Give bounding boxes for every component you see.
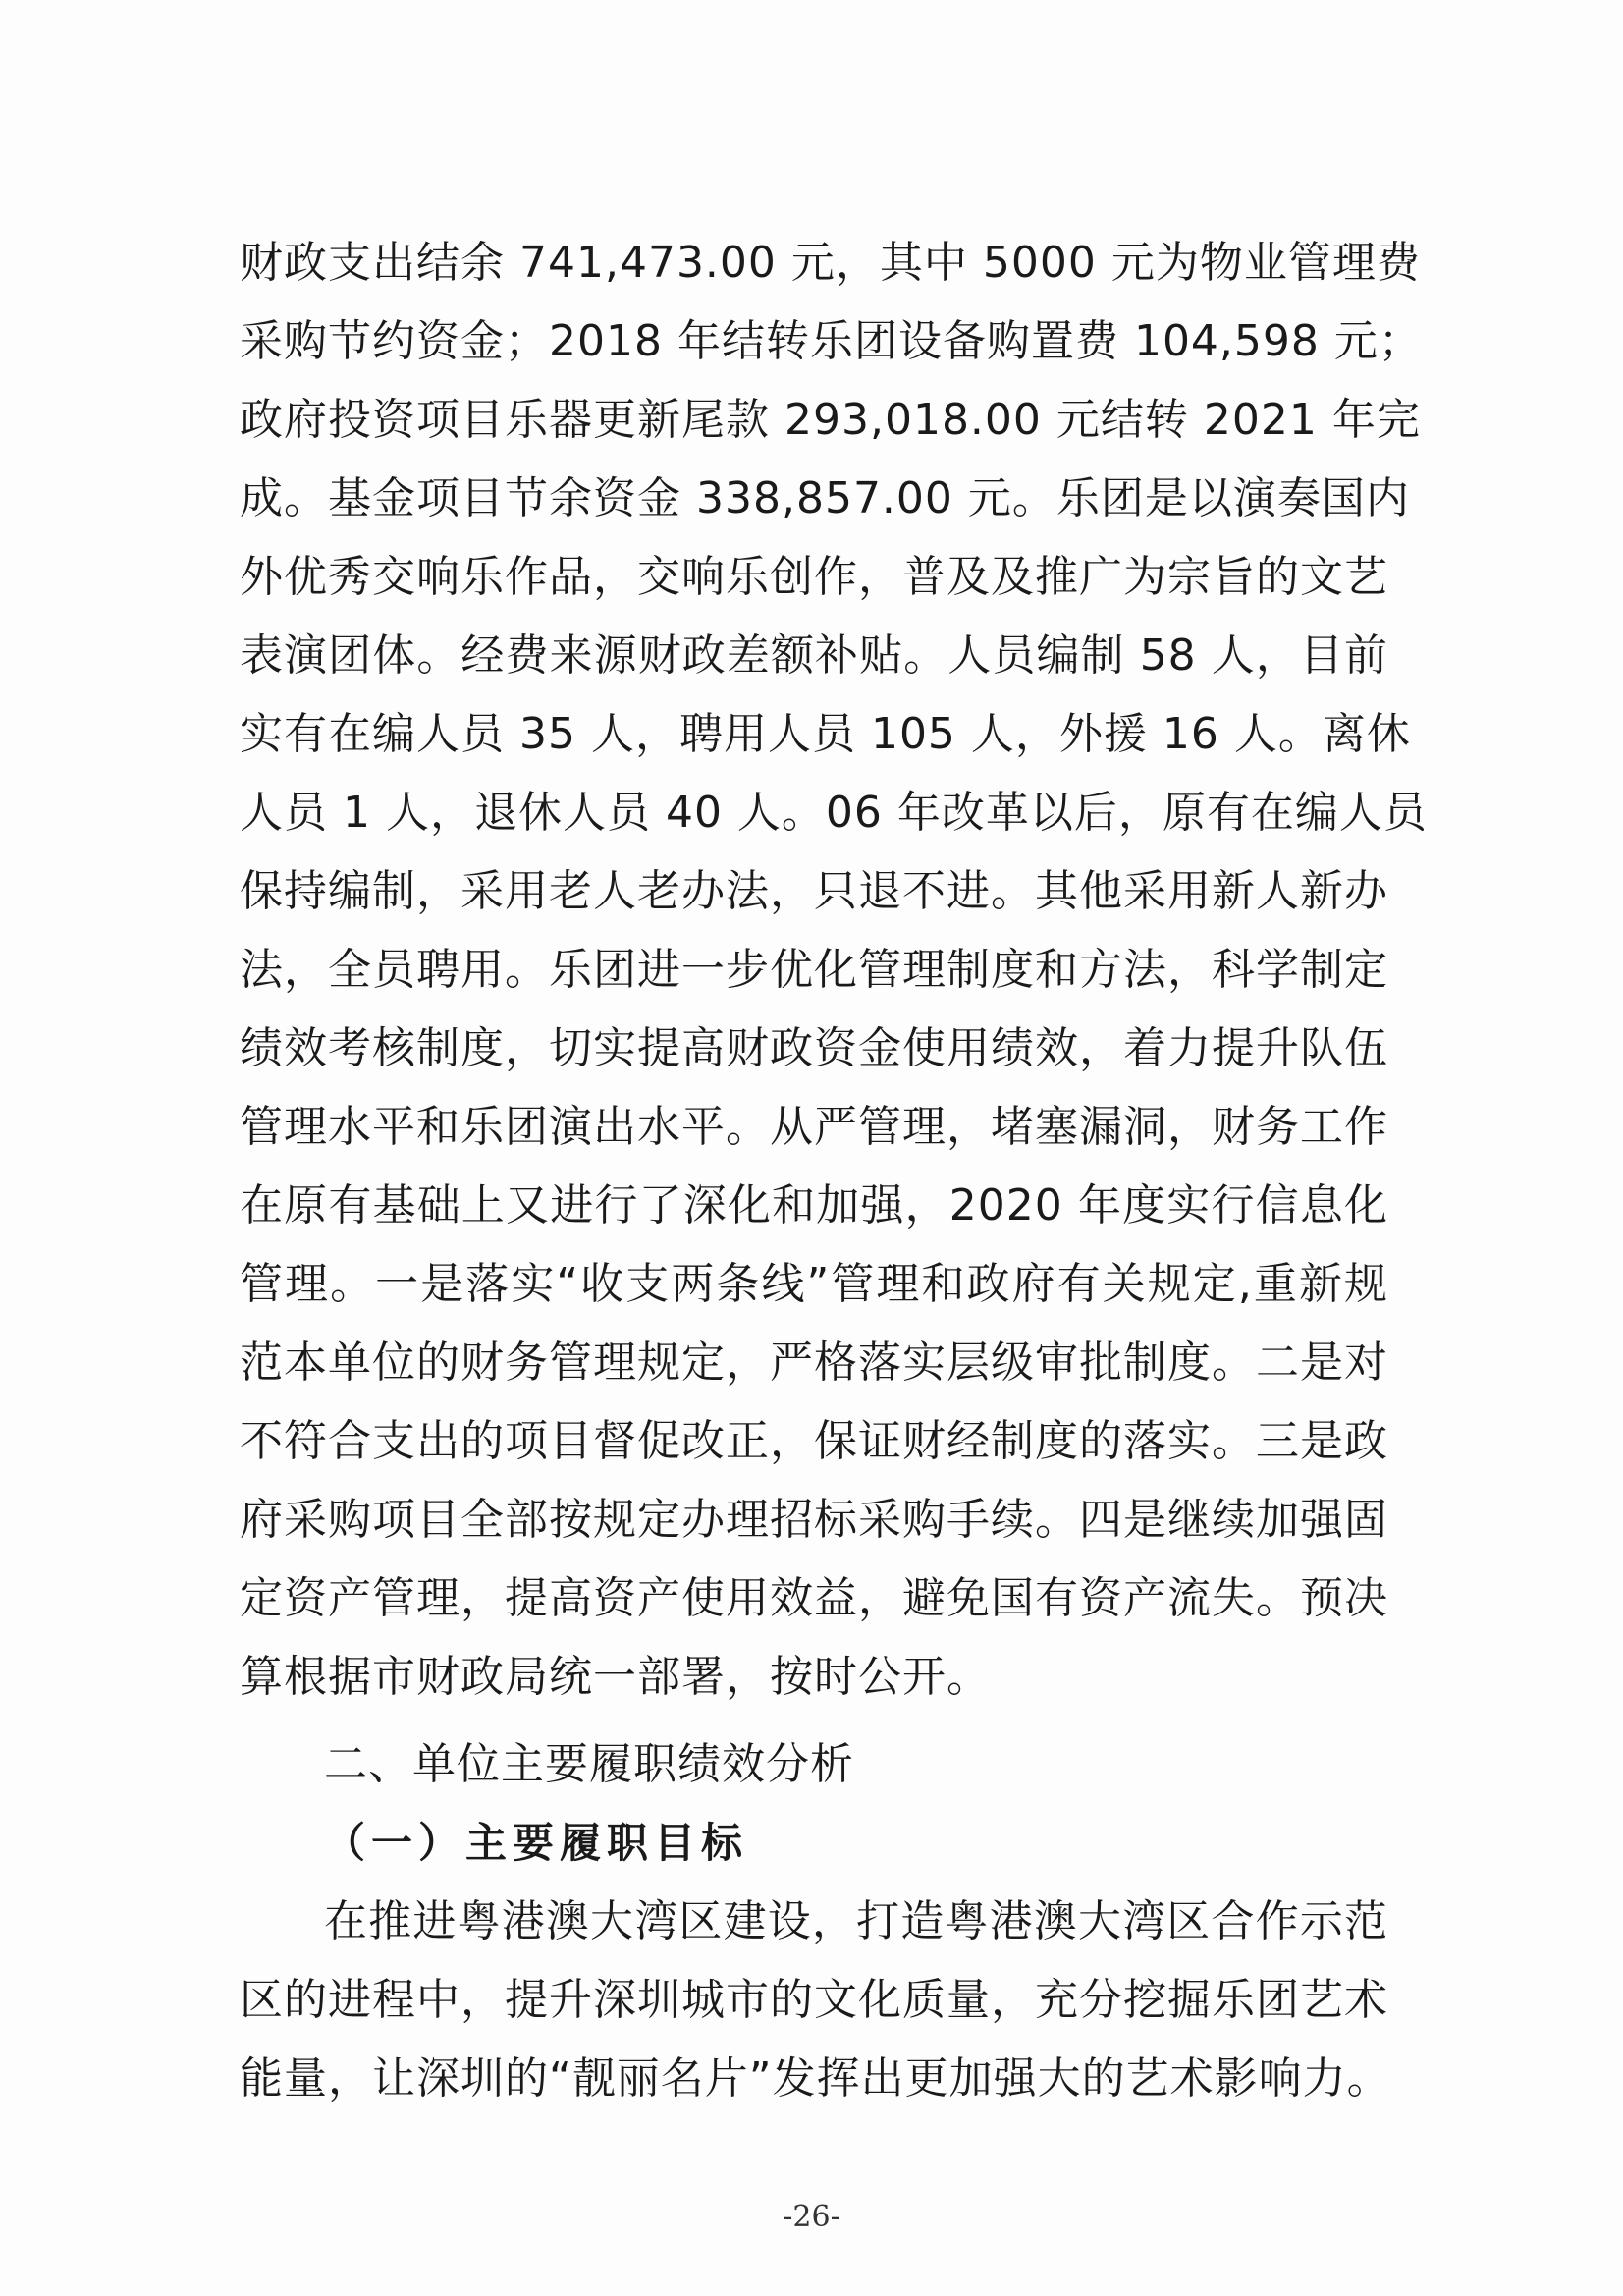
text-line: 人员 1 人，退休人员 40 人。06 年改革以后，原有在编人员 bbox=[240, 788, 1428, 838]
text-line: 管理水平和乐团演出水平。从严管理，堵塞漏洞，财务工作 bbox=[240, 1102, 1388, 1152]
text-line: 法，全员聘用。乐团进一步优化管理制度和方法，科学制定 bbox=[240, 945, 1388, 995]
text-line: 区的进程中，提升深圳城市的文化质量，充分挖掘乐团艺术 bbox=[240, 1975, 1388, 2025]
text-line: 外优秀交响乐作品，交响乐创作，普及及推广为宗旨的文艺 bbox=[240, 552, 1388, 602]
text-line: 保持编制，采用老人老办法，只退不进。其他采用新人新办 bbox=[240, 866, 1388, 916]
text-line: 采购节约资金；2018 年结转乐团设备购置费 104,598 元； bbox=[240, 316, 1423, 366]
page-number: -26- bbox=[783, 2200, 840, 2234]
text-line: 政府投资项目乐器更新尾款 293,018.00 元结转 2021 年完 bbox=[240, 395, 1421, 445]
text-line: 能量，让深圳的“靓丽名片”发挥出更加强大的艺术影响力。 bbox=[240, 2053, 1391, 2104]
goal-paragraph bbox=[240, 1883, 1391, 2118]
text-line: 管理。一是落实“收支两条线”管理和政府有关规定,重新规 bbox=[240, 1259, 1388, 1309]
sub-heading: （一）主要履职目标 bbox=[324, 1819, 749, 1867]
body-paragraph bbox=[240, 224, 1428, 1717]
text-line: 府采购项目全部按规定办理招标采购手续。四是继续加强固 bbox=[240, 1495, 1388, 1545]
text-line: 算根据市财政局统一部署，按时公开。 bbox=[240, 1652, 991, 1702]
text-line: 在原有基础上又进行了深化和加强，2020 年度实行信息化 bbox=[240, 1180, 1388, 1230]
text-line: 财政支出结余 741,473.00 元，其中 5000 元为物业管理费 bbox=[240, 238, 1421, 288]
text-line: 绩效考核制度，切实提高财政资金使用绩效，着力提升队伍 bbox=[240, 1023, 1388, 1073]
text-line: 实有在编人员 35 人，聘用人员 105 人，外援 16 人。离休 bbox=[240, 709, 1411, 759]
text-line: 表演团体。经费来源财政差额补贴。人员编制 58 人，目前 bbox=[240, 630, 1388, 681]
text-line: 范本单位的财务管理规定，严格落实层级审批制度。二是对 bbox=[240, 1338, 1388, 1388]
text-line: 成。基金项目节余资金 338,857.00 元。乐团是以演奏国内 bbox=[240, 473, 1410, 523]
text-line: 定资产管理，提高资产使用效益，避免国有资产流失。预决 bbox=[240, 1573, 1388, 1623]
section-heading: 二、单位主要履职绩效分析 bbox=[324, 1739, 854, 1789]
text-line: 在推进粤港澳大湾区建设，打造粤港澳大湾区合作示范 bbox=[324, 1896, 1388, 1946]
text-line: 不符合支出的项目督促改正，保证财经制度的落实。三是政 bbox=[240, 1416, 1388, 1466]
